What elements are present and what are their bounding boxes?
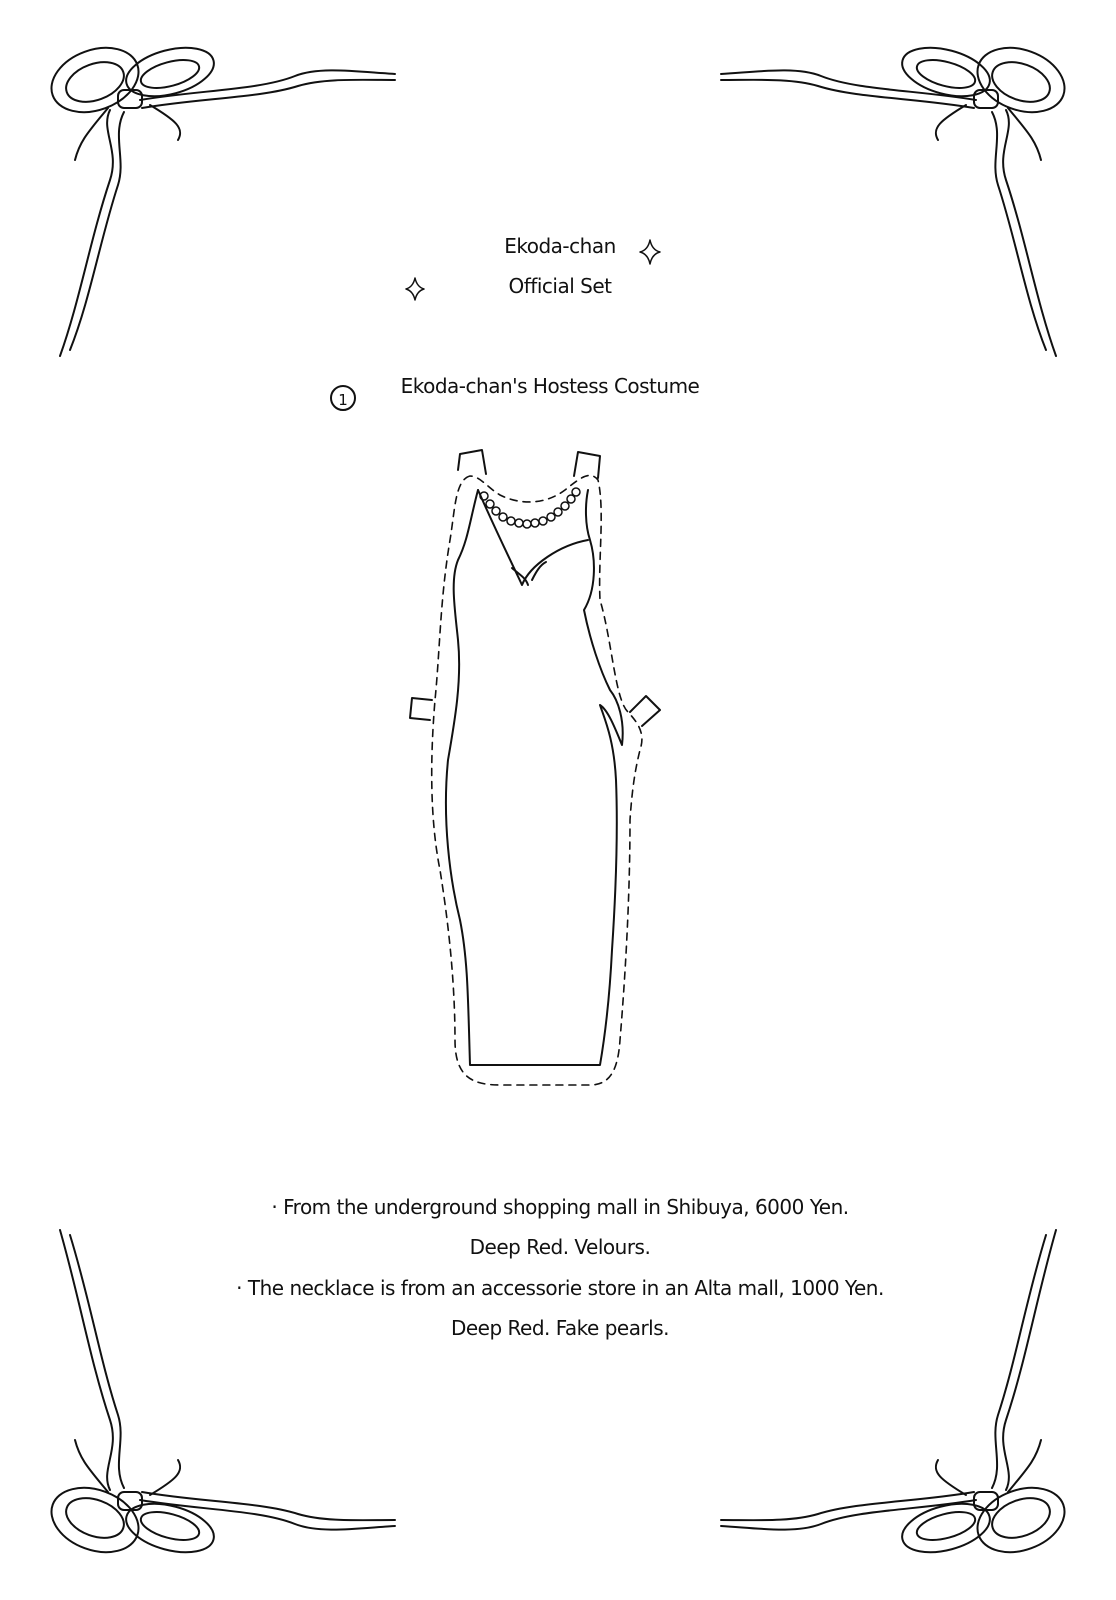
item-title: Ekoda-chan's Hostess Costume xyxy=(400,374,700,398)
set-title-line1: Ekoda-chan xyxy=(504,234,616,258)
set-title-line2: Official Set xyxy=(508,274,612,298)
item-number-badge: 1 xyxy=(330,385,356,411)
ribbon-bow-icon-top-left xyxy=(42,36,395,356)
detail-line: · The necklace is from an accessorie store in an Alta mall, 1000 Yen. xyxy=(236,1276,884,1300)
detail-line: · From the underground shopping mall in Shibuya, 6000 Yen. xyxy=(271,1195,849,1219)
detail-line: Deep Red. Velours. xyxy=(469,1235,651,1259)
sparkle-icon xyxy=(406,278,424,300)
detail-line: Deep Red. Fake pearls. xyxy=(450,1316,670,1340)
dress-cutout-figure xyxy=(410,450,660,1085)
ribbon-bow-icon-top-right xyxy=(721,36,1074,356)
